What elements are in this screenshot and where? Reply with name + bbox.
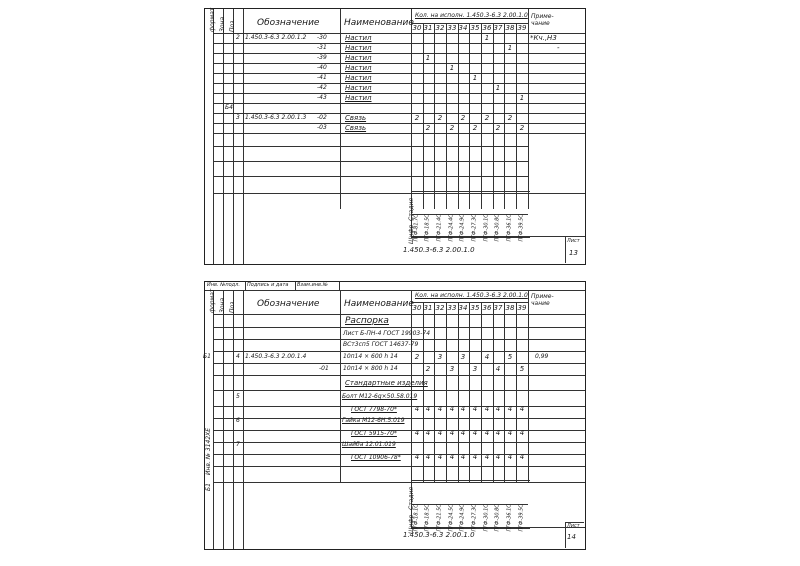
row-name: Настил xyxy=(345,94,372,102)
row-line xyxy=(213,176,528,177)
row-line xyxy=(213,430,585,431)
qty-cell: 4 xyxy=(495,365,501,373)
variant-header-cell: 35 xyxy=(470,24,480,32)
section-brace: Распорка xyxy=(345,316,389,326)
row-name: Настил xyxy=(345,74,372,82)
variant-header-cell: 31 xyxy=(423,24,433,32)
qty-cell: 4 xyxy=(414,429,420,437)
row-position: 3 xyxy=(236,114,240,121)
qty-cell: 1 xyxy=(495,84,501,92)
variant-header-cell: 33 xyxy=(447,304,457,312)
variant-header-cell: 30 xyxy=(412,24,422,32)
qty-cell: 4 xyxy=(484,453,490,461)
format-col-label: формат xyxy=(209,288,216,313)
qty-cell: 4 xyxy=(519,453,525,461)
stamp-code: ПГФ-21.5С xyxy=(436,504,443,532)
qty-cell: 4 xyxy=(507,405,513,413)
col-line xyxy=(493,23,494,209)
stamp-code: ПГФ-24.9С xyxy=(459,214,466,242)
stamp-code: ПГФ-24.9С xyxy=(459,504,466,532)
qty-title: Кол. на исполн. 1.450.3-6.3 2.00.1.0 xyxy=(415,12,528,19)
cipher-label: Шифр xyxy=(408,514,415,534)
qty-cell: 3 xyxy=(449,365,455,373)
row-designation-suffix: -41 xyxy=(317,74,327,81)
strip-line xyxy=(295,282,296,290)
qty-cell: 4 xyxy=(449,429,455,437)
sheet-number: 13 xyxy=(569,249,578,257)
variant-header-cell: 33 xyxy=(447,24,457,32)
row-designation: 1.450.3-6.3 2.00.1.3 xyxy=(245,114,307,121)
variant-header-cell: 36 xyxy=(482,24,492,32)
col-line xyxy=(340,9,341,209)
row-line xyxy=(213,133,585,134)
row-designation-suffix: -31 xyxy=(317,44,327,51)
row-line xyxy=(213,351,585,352)
stamp-code: ПГФ-18.5С xyxy=(424,214,431,242)
qty-cell: 1 xyxy=(484,34,490,42)
col-line xyxy=(516,23,517,209)
col-line xyxy=(233,290,234,549)
qty-cell: 4 xyxy=(449,453,455,461)
item-line-2: ГОСТ 10906-78* xyxy=(351,454,401,461)
col-line xyxy=(243,9,244,264)
qty-cell: 5 xyxy=(519,365,525,373)
variant-header-cell: 35 xyxy=(470,304,480,312)
row-designation-suffix: -02 xyxy=(317,114,327,121)
format-col-label: формат xyxy=(209,7,216,32)
qty-cell: 2 xyxy=(449,124,455,132)
variant-header-cell: 32 xyxy=(435,24,445,32)
row-line xyxy=(213,123,585,124)
row-line xyxy=(411,302,528,303)
designation-header: Обозначение xyxy=(257,299,320,309)
qty-cell: 4 xyxy=(414,405,420,413)
row-designation-suffix: -39 xyxy=(317,54,327,61)
qty-cell: 4 xyxy=(449,405,455,413)
row-name: Настил xyxy=(345,54,372,62)
row-line xyxy=(213,161,528,162)
row-note: 0,99 xyxy=(535,353,549,360)
qty-cell: 3 xyxy=(472,365,478,373)
variant-header-cell: 37 xyxy=(493,304,503,312)
row-designation-suffix: -43 xyxy=(317,94,327,101)
qty-cell: 2 xyxy=(425,365,431,373)
variant-header-cell: 31 xyxy=(423,304,433,312)
col-line xyxy=(446,23,447,209)
qty-cell: 4 xyxy=(484,429,490,437)
row-name: Настил xyxy=(345,44,372,52)
row-line xyxy=(213,327,585,328)
strip-line xyxy=(339,282,340,290)
variant-header-cell: 34 xyxy=(458,304,468,312)
row-line xyxy=(213,442,585,443)
material-2: ВСт3сп5 ГОСТ 14637-79 xyxy=(343,341,419,348)
side-inv-label: Инв. № 3142ХЕ xyxy=(205,427,212,475)
col-line xyxy=(469,23,470,209)
variant-header-cell: 38 xyxy=(505,304,515,312)
doc-code: 1.450.3-6.3 2.00.1.0 xyxy=(403,246,475,254)
qty-cell: 3 xyxy=(437,353,443,361)
qty-cell: 4 xyxy=(472,405,478,413)
inv-orig-label: Инв. №подл. xyxy=(207,282,240,288)
stage-label: Стадия xyxy=(408,486,415,510)
stamp-code: ПГФ-30.8С xyxy=(494,504,501,532)
note-dash: - xyxy=(557,44,560,52)
note-header: Приме- чание xyxy=(531,293,554,307)
col-line xyxy=(213,290,214,549)
row-name: Настил xyxy=(345,34,372,42)
variant-header-cell: 38 xyxy=(505,24,515,32)
item-line-1: Гайка М12-6Н.5.019 xyxy=(342,417,405,424)
qty-cell: 4 xyxy=(507,429,513,437)
qty-cell: 2 xyxy=(472,124,478,132)
qty-cell: 2 xyxy=(484,114,490,122)
row-line xyxy=(213,63,585,64)
row-position: 5 xyxy=(236,393,240,400)
row-line xyxy=(213,43,585,44)
row-zone: Б1 xyxy=(203,353,211,360)
stamp-code: ПГФ-39.5С xyxy=(518,214,525,242)
pos-col-label: Поз. xyxy=(229,299,236,313)
header-line xyxy=(213,314,585,315)
qty-cell: 4 xyxy=(472,453,478,461)
qty-cell: 4 xyxy=(495,405,501,413)
row-line xyxy=(213,53,585,54)
signature-date-label: Подпись и дата xyxy=(247,282,289,288)
col-line xyxy=(411,9,412,209)
col-line xyxy=(243,290,244,549)
qty-cell: 4 xyxy=(425,453,431,461)
qty-cell: 2 xyxy=(460,114,466,122)
row-name: Связь xyxy=(345,114,367,122)
row-line xyxy=(213,406,585,407)
row-position: 2 xyxy=(236,34,240,41)
variant-header-cell: 39 xyxy=(517,304,527,312)
qty-cell: 4 xyxy=(437,405,443,413)
item-line-1: Болт М12-6g×50.58.019 xyxy=(342,393,418,400)
row-line xyxy=(213,103,585,104)
qty-cell: 4 xyxy=(460,429,466,437)
cipher-label: Шифр xyxy=(408,224,415,244)
row-name: Связь xyxy=(345,124,367,132)
stamp-code: ПГФ-39.5С xyxy=(518,504,525,532)
material-1: Лист Б-ПН-4 ГОСТ 19903-74 xyxy=(343,330,431,337)
stage-label: Стадия xyxy=(408,197,415,221)
qty-cell: 4 xyxy=(495,453,501,461)
sheet-number: 14 xyxy=(567,533,576,541)
qty-cell: 4 xyxy=(519,429,525,437)
row-line xyxy=(213,390,585,391)
qty-cell: 2 xyxy=(507,114,513,122)
row-line xyxy=(213,73,585,74)
qty-cell: 4 xyxy=(507,453,513,461)
row-designation-suffix: -42 xyxy=(317,84,327,91)
row-line xyxy=(213,93,585,94)
stamp-code: ПГФ-18.5С xyxy=(424,504,431,532)
qty-cell: 4 xyxy=(460,453,466,461)
variant-header-cell: 34 xyxy=(458,24,468,32)
item-line-2: ГОСТ 7798-70* xyxy=(351,406,397,413)
zone-col-label: Зона xyxy=(219,297,226,313)
section-standard: Стандартные изделия xyxy=(345,379,428,387)
qty-cell: 2 xyxy=(519,124,525,132)
row-name: 10п14 × 800 h 14 xyxy=(343,365,398,372)
row-designation-suffix: -03 xyxy=(317,124,327,131)
note-value: *Кч.,Н3 xyxy=(530,34,557,42)
row-line xyxy=(213,375,585,376)
qty-cell: 5 xyxy=(507,353,513,361)
spec-sheet-13 xyxy=(204,8,586,265)
name-header: Наименование xyxy=(344,299,414,309)
qty-cell: 4 xyxy=(484,353,490,361)
designation-header: Обозначение xyxy=(257,18,320,28)
qty-cell: 2 xyxy=(414,353,420,361)
stamp-code: ПГФ-21.4С xyxy=(436,214,443,242)
qty-cell: 4 xyxy=(472,429,478,437)
row-designation: 1.450.3-6.3 2.00.1.4 xyxy=(245,353,307,360)
col-line xyxy=(223,290,224,549)
qty-cell: 1 xyxy=(449,64,455,72)
sheet-label: Лист xyxy=(567,238,580,244)
row-designation-suffix: -01 xyxy=(319,365,329,372)
qty-cell: 4 xyxy=(484,405,490,413)
variant-header-cell: 37 xyxy=(493,24,503,32)
stamp-code: ПГФ-30.1С xyxy=(483,214,490,242)
row-line xyxy=(213,83,585,84)
spec-sheet-14 xyxy=(204,281,586,550)
strip-line xyxy=(245,282,246,290)
name-header: Наименование xyxy=(344,18,414,28)
item-line-1: Шайба 12.01.019 xyxy=(342,441,396,448)
side-zone-label: Б1 xyxy=(205,483,212,491)
row-position: 6 xyxy=(236,417,240,424)
col-line xyxy=(528,9,529,209)
variant-header-cell: 32 xyxy=(435,304,445,312)
stamp-code: ПГФ-30.8С xyxy=(494,214,501,242)
row-name: Настил xyxy=(345,64,372,72)
item-line-2: ГОСТ 5915-70* xyxy=(351,430,397,437)
qty-cell: 4 xyxy=(425,429,431,437)
row-designation: 1.450.3-6.3 2.00.1.2 xyxy=(245,34,307,41)
stamp-code: ПГФ-18.1С xyxy=(413,504,420,532)
col-line xyxy=(213,9,214,264)
row-zone: Б4 xyxy=(225,104,233,111)
variant-header-cell: 36 xyxy=(482,304,492,312)
qty-cell: 2 xyxy=(414,114,420,122)
pos-col-label: Поз. xyxy=(229,18,236,32)
qty-cell: 1 xyxy=(425,54,431,62)
qty-cell: 4 xyxy=(437,429,443,437)
row-designation-suffix: -30 xyxy=(317,34,327,41)
row-name: 10п14 × 600 h 14 xyxy=(343,353,398,360)
row-line xyxy=(213,466,585,467)
note-header: Приме- чание xyxy=(531,13,554,27)
qty-cell: 2 xyxy=(495,124,501,132)
doc-code: 1.450.3-6.3 2.00.1.0 xyxy=(403,531,475,539)
row-line xyxy=(213,363,585,364)
col-line xyxy=(423,23,424,209)
qty-cell: 1 xyxy=(472,74,478,82)
sheet-label: Лист xyxy=(567,523,580,529)
qty-cell: 4 xyxy=(414,453,420,461)
qty-cell: 4 xyxy=(519,405,525,413)
stamp-code: ПГФ-30.1С xyxy=(483,504,490,532)
col-line xyxy=(233,9,234,264)
qty-cell: 3 xyxy=(460,353,466,361)
stamp-code: ПГФ-24.5С xyxy=(448,504,455,532)
qty-cell: 4 xyxy=(425,405,431,413)
stamp-code: ПГФ-27.3С xyxy=(471,504,478,532)
col-line xyxy=(223,9,224,264)
row-name: Настил xyxy=(345,84,372,92)
stamp-code: ПГФ-24.4С xyxy=(448,214,455,242)
qty-title: Кол. на исполн. 1.450.3-6.3 2.00.1.0 xyxy=(415,292,528,299)
stamp-code: ПГФ-36.1С xyxy=(506,504,513,532)
row-line xyxy=(213,339,585,340)
replace-inv-label: Взам.инв.№ xyxy=(297,282,328,288)
row-designation-suffix: -40 xyxy=(317,64,327,71)
qty-cell: 1 xyxy=(519,94,525,102)
qty-cell: 2 xyxy=(425,124,431,132)
variant-header-cell: 30 xyxy=(412,304,422,312)
qty-cell: 1 xyxy=(507,44,513,52)
stamp-code: ПГФ-27.3С xyxy=(471,214,478,242)
row-position: 4 xyxy=(236,353,240,360)
qty-cell: 2 xyxy=(437,114,443,122)
row-line xyxy=(213,146,528,147)
stamp-code: ПГФ-81.7С xyxy=(413,214,420,242)
qty-cell: 4 xyxy=(437,453,443,461)
row-position: 7 xyxy=(236,441,240,448)
qty-cell: 4 xyxy=(460,405,466,413)
stamp-code: ПГФ-36.1С xyxy=(506,214,513,242)
variant-header-cell: 39 xyxy=(517,24,527,32)
qty-cell: 4 xyxy=(495,429,501,437)
zone-col-label: Зона xyxy=(219,16,226,32)
